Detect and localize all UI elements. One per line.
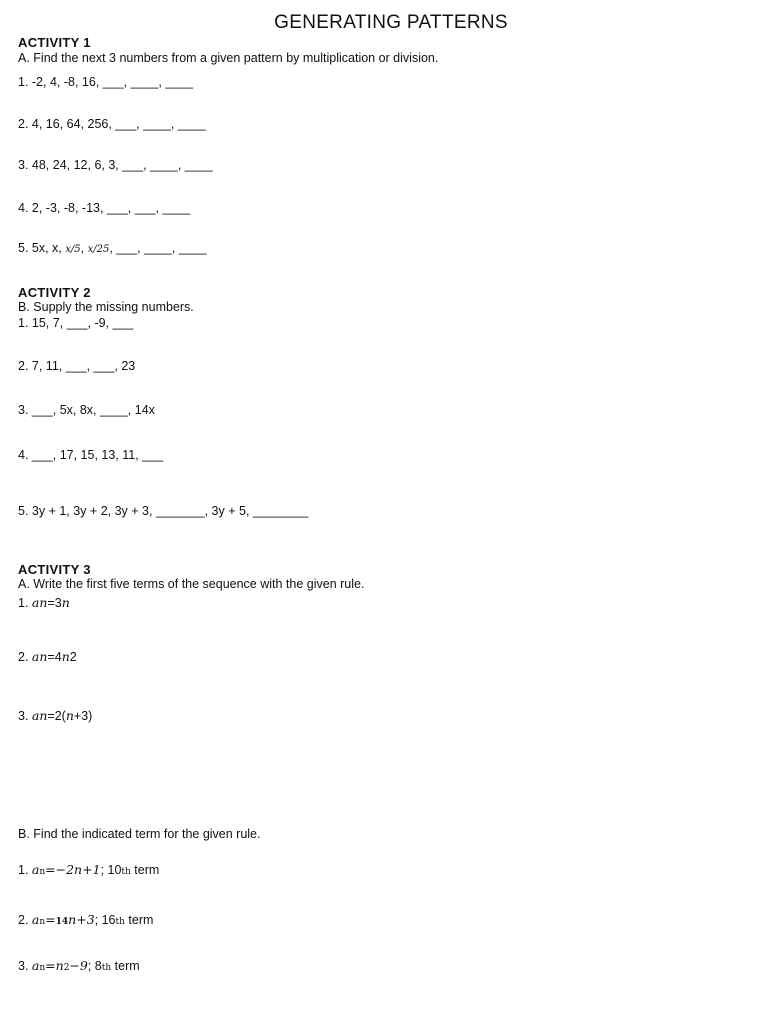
activity3-partB-item-2 xyxy=(18,912,153,927)
math-exponent: 2 xyxy=(63,963,70,973)
term-label: term xyxy=(124,913,154,927)
activity3-partA-item-3 xyxy=(18,708,92,723)
activity1-item-2: 2. 4, 16, 64, 256, ___, ____, ____ xyxy=(18,117,206,131)
math-tail: +3) xyxy=(73,709,93,723)
activity1-item-3: 3. 48, 24, 12, 6, 3, ___, ____, ____ xyxy=(18,158,213,172)
item5-fraction-2: x/25 xyxy=(87,244,110,255)
item-number: 3. xyxy=(18,959,32,973)
item5-fraction-1: x/5 xyxy=(65,244,81,255)
activity1-item-4: 4. 2, -3, -8, -13, ___, ___, ____ xyxy=(18,201,191,215)
math-n: n xyxy=(61,649,70,664)
activity3-partA-item-2 xyxy=(18,649,77,664)
activity3-partB-item-3 xyxy=(18,958,140,973)
item5-separator: , xyxy=(80,241,88,255)
activity2-item-1: 1. 15, 7, ___, -9, ___ xyxy=(18,316,134,330)
term-index: ; 8 xyxy=(87,959,102,973)
activity2-instruction: B. Supply the missing numbers. xyxy=(18,300,194,314)
math-operator: =4 xyxy=(47,650,62,664)
math-expression-2: −9 xyxy=(69,958,88,973)
math-a-n: an xyxy=(31,595,48,610)
term-label: term xyxy=(130,863,160,877)
activity1-item-5 xyxy=(18,241,207,255)
math-operator: =3 xyxy=(47,596,62,610)
activity1-heading: ACTIVITY 1 xyxy=(18,35,91,50)
math-expression: =−2n+1 xyxy=(45,862,101,877)
math-subscript: n xyxy=(39,867,46,877)
item-number: 1. xyxy=(18,863,32,877)
math-expression: =n xyxy=(45,958,64,973)
math-tail: 2 xyxy=(69,650,77,664)
math-expression: = xyxy=(45,912,56,927)
activity1-item-1: 1. -2, 4, -8, 16, ___, ____, ____ xyxy=(18,75,194,89)
math-operator: =2( xyxy=(47,709,66,723)
item5-prefix: 5. 5x, x, xyxy=(18,241,66,255)
item-number: 1. xyxy=(18,596,32,610)
item-number: 3. xyxy=(18,709,32,723)
term-index: ; 16 xyxy=(94,913,116,927)
math-n: n xyxy=(61,595,70,610)
activity1-instruction: A. Find the next 3 numbers from a given pattern by multiplication or division. xyxy=(18,51,439,65)
math-n: n xyxy=(65,708,74,723)
math-a: a xyxy=(31,958,40,973)
math-a: a xyxy=(31,912,40,927)
activity3-heading: ACTIVITY 3 xyxy=(18,562,91,577)
math-fraction: 14 xyxy=(55,917,69,927)
activity2-item-4: 4. ___, 17, 15, 13, 11, ___ xyxy=(18,448,164,462)
activity2-item-5: 5. 3y + 1, 3y + 2, 3y + 3, _______, 3y + 5, ________ xyxy=(18,504,309,518)
math-subscript: n xyxy=(39,917,46,927)
activity3-partA-item-1 xyxy=(18,595,70,610)
math-expression-2: n+3 xyxy=(68,912,95,927)
ordinal-suffix: th xyxy=(121,867,131,877)
term-index: ; 10 xyxy=(100,863,122,877)
activity2-item-2: 2. 7, 11, ___, ___, 23 xyxy=(18,359,136,373)
activity2-heading: ACTIVITY 2 xyxy=(18,285,91,300)
activity3-partA-instruction: A. Write the first five terms of the sequence with the given rule. xyxy=(18,577,365,591)
math-a-n: an xyxy=(31,708,48,723)
activity3-partB-instruction: B. Find the indicated term for the given rule. xyxy=(18,827,261,841)
ordinal-suffix: th xyxy=(101,963,112,973)
item-number: 2. xyxy=(18,913,32,927)
activity2-item-3: 3. ___, 5x, 8x, ____, 14x xyxy=(18,403,155,417)
page-title: GENERATING PATTERNS xyxy=(274,12,508,33)
math-a: a xyxy=(31,862,40,877)
item-number: 2. xyxy=(18,650,32,664)
ordinal-suffix: th xyxy=(115,917,125,927)
term-label: term xyxy=(111,959,140,973)
activity3-partB-item-1 xyxy=(18,862,159,877)
item5-suffix: , ___, ____, ____ xyxy=(109,241,207,255)
math-a-n: an xyxy=(31,649,48,664)
math-subscript: n xyxy=(39,963,46,973)
